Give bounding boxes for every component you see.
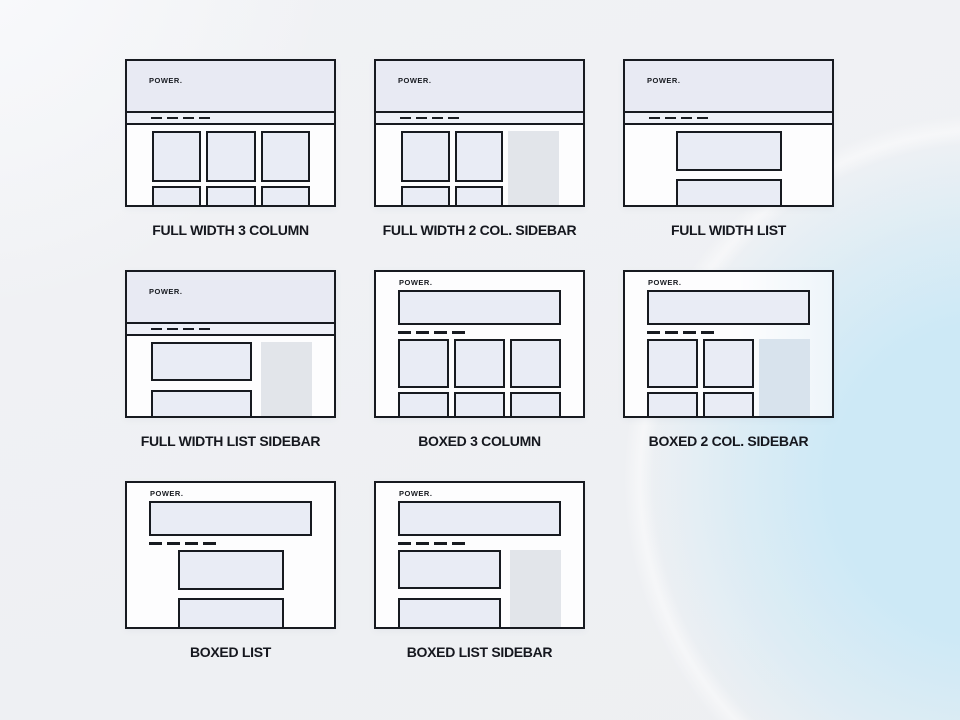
power-logo: POWER. — [399, 278, 433, 287]
wireframe-box — [510, 339, 561, 388]
wireframe-banner — [149, 501, 312, 536]
wireframe-nav — [127, 113, 334, 125]
layout-option-full-width-3-column[interactable] — [125, 59, 336, 239]
layout-label: FULL WIDTH 3 COLUMN — [152, 222, 309, 238]
layout-option-boxed-2-col-sidebar[interactable] — [623, 270, 834, 450]
layout-thumbnail — [374, 59, 585, 207]
wireframe-sidebar — [510, 550, 561, 629]
wireframe-box — [676, 179, 782, 205]
layout-option-full-width-list-sidebar[interactable] — [125, 270, 336, 450]
wireframe-header — [127, 272, 334, 324]
wireframe-header — [127, 61, 334, 113]
wireframe-box — [454, 392, 505, 418]
nav-dash — [649, 117, 660, 119]
layout-label: FULL WIDTH LIST — [671, 222, 786, 238]
wireframe-nav — [127, 324, 334, 336]
wireframe-box — [398, 598, 501, 629]
nav-dash — [434, 542, 447, 545]
wireframe-content — [398, 550, 561, 629]
nav-dash — [149, 542, 162, 545]
wireframe-box — [454, 339, 505, 388]
wireframe-content — [376, 125, 583, 205]
wireframe-box — [455, 186, 504, 205]
wireframe-box — [510, 392, 561, 418]
power-logo: POWER. — [648, 278, 682, 287]
nav-dash — [683, 331, 696, 334]
wireframe-box — [261, 131, 310, 182]
nav-dash — [434, 331, 447, 334]
wireframe-box — [178, 598, 284, 629]
nav-dash — [151, 328, 162, 330]
layout-label: BOXED 3 COLUMN — [418, 433, 541, 449]
wireframe-box — [703, 339, 754, 388]
wireframe-box — [206, 131, 255, 182]
layout-option-boxed-list[interactable] — [125, 481, 336, 661]
nav-dash — [432, 117, 443, 119]
nav-dash — [183, 328, 194, 330]
wireframe-sidebar — [759, 339, 810, 418]
nav-dash — [416, 542, 429, 545]
wireframe-banner — [398, 290, 561, 325]
wireframe-box — [398, 550, 501, 589]
wireframe-header — [376, 61, 583, 113]
power-logo: POWER. — [398, 76, 432, 85]
nav-dash — [452, 542, 465, 545]
layout-options-grid — [125, 59, 834, 661]
layout-thumbnail — [374, 481, 585, 629]
wireframe-nav — [376, 113, 583, 125]
nav-dash — [199, 117, 210, 119]
wireframe-box — [401, 186, 450, 205]
layout-label: BOXED 2 COL. SIDEBAR — [648, 433, 809, 449]
wireframe-box — [261, 186, 310, 205]
power-logo: POWER. — [399, 489, 433, 498]
layout-thumbnail — [125, 481, 336, 629]
wireframe-box — [647, 339, 698, 388]
wireframe-content — [127, 336, 334, 416]
nav-dash — [452, 331, 465, 334]
wireframe-sidebar — [508, 131, 559, 205]
wireframe-box — [398, 392, 449, 418]
nav-dash — [701, 331, 714, 334]
power-logo: POWER. — [647, 76, 681, 85]
layout-option-boxed-list-sidebar[interactable] — [374, 481, 585, 661]
wireframe-sidebar — [261, 342, 312, 416]
wireframe-box — [647, 392, 698, 418]
nav-dash — [167, 542, 180, 545]
wireframe-box — [401, 131, 450, 182]
wireframe-nav — [625, 113, 832, 125]
layout-option-full-width-2-col-sidebar[interactable] — [374, 59, 585, 239]
wireframe-box — [151, 342, 252, 381]
layout-label: BOXED LIST — [189, 644, 271, 660]
wireframe-box — [178, 550, 284, 590]
wireframe-box — [455, 131, 504, 182]
nav-dash — [400, 117, 411, 119]
wireframe-nav — [647, 331, 810, 334]
wireframe-box — [151, 390, 252, 416]
layout-option-boxed-3-column[interactable] — [374, 270, 585, 450]
nav-dash — [416, 117, 427, 119]
wireframe-box — [152, 186, 201, 205]
nav-dash — [151, 117, 162, 119]
layout-thumbnail — [623, 59, 834, 207]
nav-dash — [665, 117, 676, 119]
wireframe-nav — [398, 331, 561, 334]
nav-dash — [697, 117, 708, 119]
power-logo: POWER. — [150, 489, 184, 498]
wireframe-content — [127, 125, 334, 205]
wireframe-box — [152, 131, 201, 182]
layout-thumbnail — [374, 270, 585, 418]
wireframe-content — [625, 125, 832, 205]
nav-dash — [203, 542, 216, 545]
nav-dash — [183, 117, 194, 119]
wireframe-header — [625, 61, 832, 113]
wireframe-content — [149, 550, 312, 629]
nav-dash — [448, 117, 459, 119]
layout-option-full-width-list[interactable] — [623, 59, 834, 239]
nav-dash — [185, 542, 198, 545]
wireframe-box — [676, 131, 782, 171]
nav-dash — [199, 328, 210, 330]
wireframe-box — [703, 392, 754, 418]
wireframe-nav — [149, 542, 312, 545]
wireframe-box — [206, 186, 255, 205]
nav-dash — [416, 331, 429, 334]
nav-dash — [167, 117, 178, 119]
wireframe-box — [398, 339, 449, 388]
power-logo: POWER. — [149, 287, 183, 296]
layout-label: FULL WIDTH LIST SIDEBAR — [140, 433, 321, 449]
layout-thumbnail — [125, 59, 336, 207]
layout-thumbnail — [125, 270, 336, 418]
wireframe-banner — [647, 290, 810, 325]
wireframe-banner — [398, 501, 561, 536]
nav-dash — [398, 542, 411, 545]
nav-dash — [398, 331, 411, 334]
nav-dash — [665, 331, 678, 334]
nav-dash — [681, 117, 692, 119]
layout-label: FULL WIDTH 2 COL. SIDEBAR — [382, 222, 577, 238]
wireframe-content — [647, 339, 810, 418]
layout-thumbnail — [623, 270, 834, 418]
nav-dash — [647, 331, 660, 334]
wireframe-nav — [398, 542, 561, 545]
wireframe-content — [398, 339, 561, 418]
nav-dash — [167, 328, 178, 330]
power-logo: POWER. — [149, 76, 183, 85]
layout-label: BOXED LIST SIDEBAR — [406, 644, 553, 660]
